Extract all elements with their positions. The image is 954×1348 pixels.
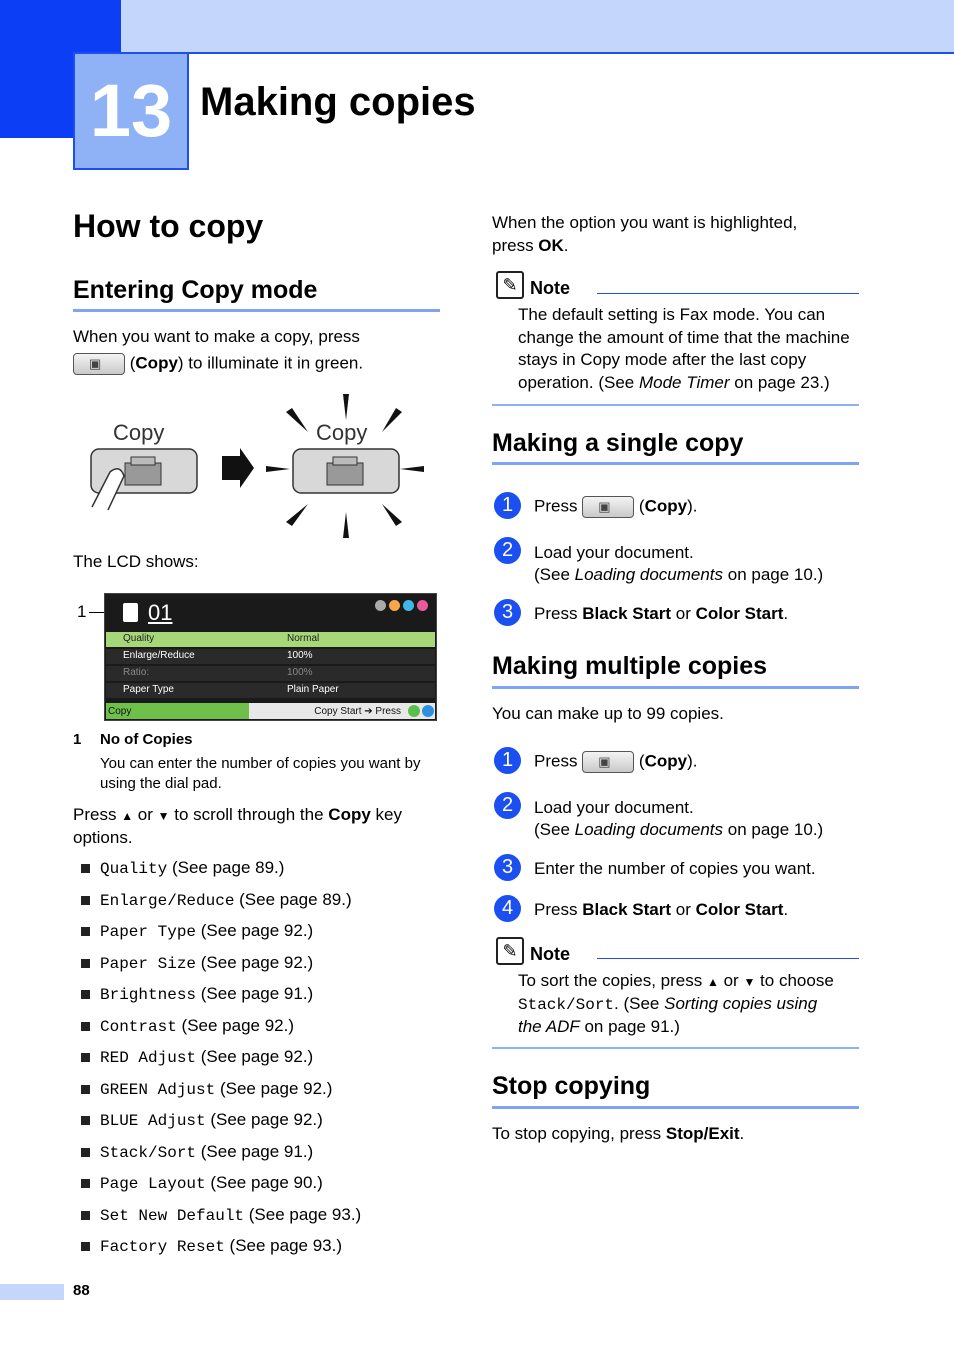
footer-tab [0, 1284, 64, 1300]
highlight-instructions: When the option you want is highlighted, press OK. [492, 213, 798, 255]
document-icon [123, 603, 138, 622]
chapter-number: 13 [89, 69, 173, 152]
note-icon: ✎ [496, 937, 524, 965]
note-body-1: The default setting is Fax mode. You can change the amount of time that the machine stays in Copy mode after the last copy operation. (See Mode Timer on page 23.) [518, 305, 850, 392]
scroll-instructions: Press ▲ or ▼ to scroll through the Copy key options. [73, 805, 402, 847]
header-band [121, 0, 954, 52]
lcd-row-quality: Quality Normal [106, 632, 435, 647]
list-item: BLUE Adjust (See page 92.) [100, 1110, 361, 1142]
color-start-icon [408, 705, 420, 717]
section-title: How to copy [73, 208, 264, 244]
note-end-rule [492, 1047, 859, 1049]
arrow-right-icon [222, 448, 254, 488]
heading-multiple-copies: Making multiple copies [492, 652, 768, 680]
note-rule [597, 958, 859, 959]
caption-body: You can enter the number of copies you want by using the dial pad. [100, 755, 421, 792]
list-item: Contrast (See page 92.) [100, 1016, 361, 1048]
list-item: Brightness (See page 91.) [100, 984, 361, 1016]
illus-label-right: Copy [316, 420, 368, 445]
note-label: Note [530, 944, 570, 964]
lcd-row-ratio: Ratio: 100% [106, 666, 435, 681]
chapter-title: Making copies [200, 80, 476, 124]
note-rule [597, 293, 859, 294]
list-item: Stack/Sort (See page 91.) [100, 1142, 361, 1174]
list-item: GREEN Adjust (See page 92.) [100, 1079, 361, 1111]
entering-text-line1: When you want to make a copy, press [73, 327, 360, 346]
lcd-row-paper-type: Paper Type Plain Paper [106, 683, 435, 698]
copy-key-icon: ▣ [582, 751, 634, 773]
heading-rule [492, 686, 859, 689]
caption-number: 1 [73, 731, 82, 748]
lcd-copy-count: 01 [148, 600, 173, 625]
list-item: Quality (See page 89.) [100, 858, 361, 890]
step-number: 2 [494, 537, 521, 564]
multiple-intro: You can make up to 99 copies. [492, 704, 724, 723]
copy-key-icon: ▣ [73, 353, 125, 375]
step-number: 1 [494, 747, 521, 774]
note-end-rule [492, 404, 859, 406]
copy-key-illustration [80, 392, 440, 542]
page-number: 88 [73, 1282, 90, 1299]
heading-rule [492, 462, 859, 465]
step-number: 3 [494, 599, 521, 626]
heading-stop-copying: Stop copying [492, 1072, 651, 1100]
list-item: Paper Type (See page 92.) [100, 921, 361, 953]
step-number: 2 [494, 792, 521, 819]
multiple-step-2: Load your document. (See Loading documents on page 10.) [534, 798, 824, 839]
ink-indicators [375, 600, 428, 611]
ink-black-icon [375, 600, 386, 611]
lcd-callout-number: 1 [77, 602, 87, 621]
list-item: Enlarge/Reduce (See page 89.) [100, 890, 361, 922]
note-body-2: To sort the copies, press ▲ or ▼ to choose Stack/Sort. (See Sorting copies using the ADF on page 91.) [518, 971, 834, 1036]
entering-text-line2: ▣ (Copy) to illuminate it in green. [73, 353, 363, 375]
ink-magenta-icon [417, 600, 428, 611]
multiple-step-1: Press ▣ (Copy). [534, 751, 697, 773]
multiple-step-4: Press Black Start or Color Start. [534, 900, 789, 919]
lcd-status-mode: Copy [106, 703, 249, 719]
lcd-intro: The LCD shows: [73, 552, 199, 571]
list-item: Paper Size (See page 92.) [100, 953, 361, 985]
single-step-3: Press Black Start or Color Start. [534, 604, 789, 623]
copy-key-icon: ▣ [582, 496, 634, 518]
heading-entering-copy-mode: Entering Copy mode [73, 276, 318, 304]
multiple-step-3: Enter the number of copies you want. [534, 859, 816, 878]
heading-single-copy: Making a single copy [492, 429, 744, 457]
lcd-row-enlarge: Enlarge/Reduce 100% [106, 649, 435, 664]
heading-rule [73, 309, 440, 312]
copy-options-list [100, 858, 361, 1268]
step-number: 3 [494, 854, 521, 881]
list-item: Page Layout (See page 90.) [100, 1173, 361, 1205]
ink-yellow-icon [389, 600, 400, 611]
single-step-1: Press ▣ (Copy). [534, 496, 697, 518]
note-label: Note [530, 278, 570, 298]
list-item: RED Adjust (See page 92.) [100, 1047, 361, 1079]
single-step-2: Load your document. (See Loading documents on page 10.) [534, 543, 824, 584]
ink-cyan-icon [403, 600, 414, 611]
header-rule [121, 52, 954, 54]
list-item: Set New Default (See page 93.) [100, 1205, 361, 1237]
step-number: 1 [494, 492, 521, 519]
note-icon: ✎ [496, 271, 524, 299]
heading-rule [492, 1106, 859, 1109]
lcd-screen [104, 593, 437, 721]
illus-label-left: Copy [113, 420, 165, 445]
list-item: Factory Reset (See page 93.) [100, 1236, 361, 1268]
lcd-status-hint: Copy Start ➔ Press [249, 703, 435, 719]
stop-text: To stop copying, press Stop/Exit. [492, 1124, 745, 1143]
black-start-icon [422, 705, 434, 717]
caption-title: No of Copies [100, 731, 193, 748]
step-number: 4 [494, 895, 521, 922]
